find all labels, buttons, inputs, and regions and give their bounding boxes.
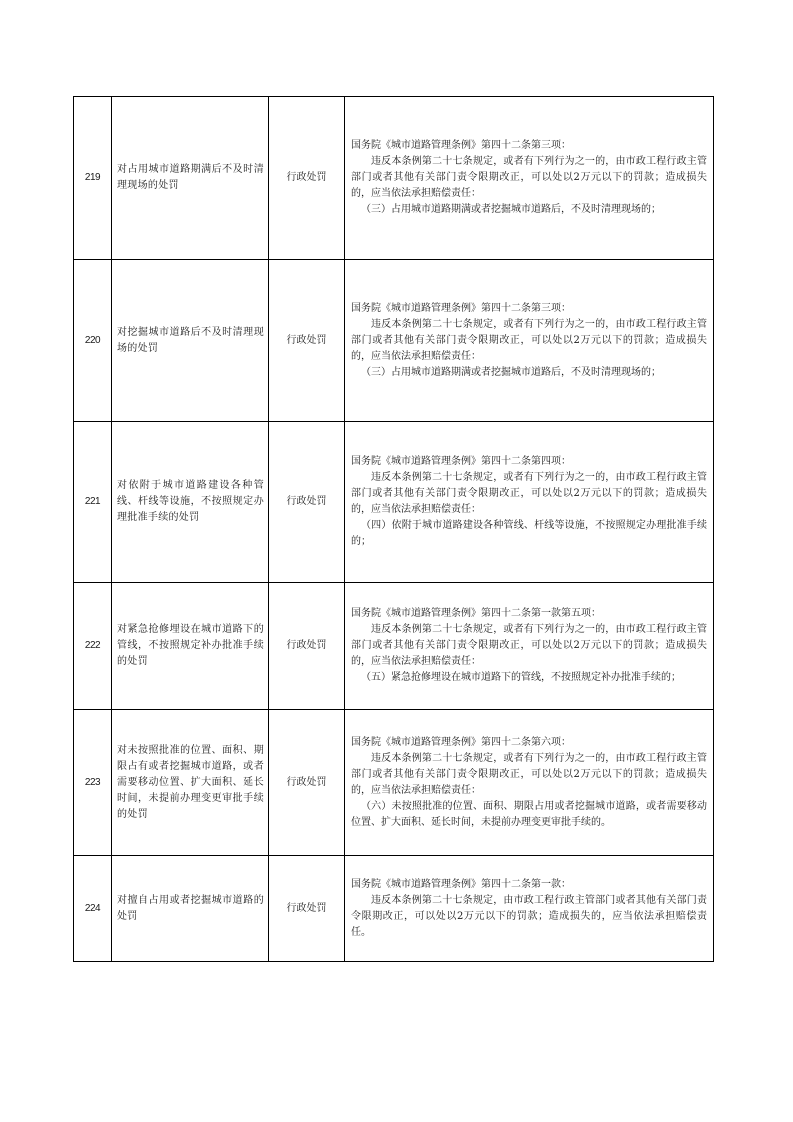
basis-main: 违反本条例第二十七条规定，或者有下列行为之一的，由市政工程行政主管部门或者其他有关部门责令限期改正，可以处以2万元以下的罚款；造成损失的，应当依法承担赔偿责任： (351, 624, 707, 667)
legal-basis (345, 422, 714, 583)
basis-title: 国务院《城市道路管理条例》第四十二条第一款第五项： (351, 608, 601, 619)
penalty-type: 行政处罚 (269, 856, 345, 962)
table-row (74, 422, 714, 583)
legal-basis (345, 97, 714, 260)
row-number: 220 (74, 260, 112, 422)
row-number: 222 (74, 583, 112, 710)
basis-sub: （三）占用城市道路期满或者挖掘城市道路后，不及时清理现场的； (361, 204, 661, 215)
basis-title: 国务院《城市道路管理条例》第四十二条第三项： (351, 140, 571, 151)
basis-main: 违反本条例第二十七条规定，或者有下列行为之一的，由市政工程行政主管部门或者其他有关部门责令限期改正，可以处以2万元以下的罚款；造成损失的，应当依法承担赔偿责任： (351, 472, 707, 515)
table-row (74, 260, 714, 422)
basis-title: 国务院《城市道路管理条例》第四十二条第三项： (351, 302, 571, 314)
legal-basis (345, 583, 714, 710)
legal-basis (345, 856, 714, 962)
row-number: 219 (74, 97, 112, 260)
table-row (74, 856, 714, 962)
penalty-type: 行政处罚 (269, 97, 345, 260)
basis-sub: （五）紧急抢修埋设在城市道路下的管线，不按照规定补办批准手续的； (361, 672, 681, 683)
basis-sub: （四）依附于城市道路建设各种管线、杆线等设施，不按照规定办理批准手续的； (351, 520, 707, 547)
basis-main: 违反本条例第二十七条规定，或者有下列行为之一的，由市政工程行政主管部门或者其他有关部门责令限期改正，可以处以2万元以下的罚款；造成损失的，应当依法承担赔偿责任： (351, 156, 707, 199)
row-number: 221 (74, 422, 112, 583)
item-name: 对依附于城市道路建设各种管线、杆线等设施，不按照规定办理批准手续的处罚 (112, 422, 269, 583)
penalty-type: 行政处罚 (269, 422, 345, 583)
row-number: 223 (74, 710, 112, 856)
legal-basis (345, 710, 714, 856)
basis-title: 国务院《城市道路管理条例》第四十二条第六项： (351, 736, 571, 748)
item-name: 对紧急抢修埋设在城市道路下的管线，不按照规定补办批准手续的处罚 (112, 583, 269, 710)
item-name: 对擅自占用或者挖掘城市道路的处罚 (112, 856, 269, 962)
legal-basis (345, 260, 714, 422)
penalty-table (73, 96, 714, 962)
table-row (74, 710, 714, 856)
item-name: 对挖掘城市道路后不及时清理现场的处罚 (112, 260, 269, 422)
basis-main: 违反本条例第二十七条规定，由市政工程行政主管部门或者其他有关部门责令限期改正，可以处以2万元以下的罚款；造成损失的，应当依法承担赔偿责任。 (351, 894, 707, 938)
table-row (74, 583, 714, 710)
penalty-type: 行政处罚 (269, 260, 345, 422)
basis-title: 国务院《城市道路管理条例》第四十二条第四项： (351, 456, 571, 467)
table-row (74, 97, 714, 260)
basis-main: 违反本条例第二十七条规定，或者有下列行为之一的，由市政工程行政主管部门或者其他有关部门责令限期改正，可以处以2万元以下的罚款；造成损失的，应当依法承担赔偿责任： (351, 318, 707, 362)
basis-sub: （六）未按照批准的位置、面积、期限占用或者挖掘城市道路，或者需要移动位置、扩大面积、延长时间，未提前办理变更审批手续的。 (351, 800, 707, 828)
row-number: 224 (74, 856, 112, 962)
penalty-type: 行政处罚 (269, 583, 345, 710)
item-name: 对未按照批准的位置、面积、期限占有或者挖掘城市道路，或者需要移动位置、扩大面积、延长时间，未提前办理变更审批手续的处罚 (112, 710, 269, 856)
basis-title: 国务院《城市道路管理条例》第四十二条第一款： (351, 878, 571, 890)
basis-main: 违反本条例第二十七条规定，或者有下列行为之一的，由市政工程行政主管部门或者其他有关部门责令限期改正，可以处以2万元以下的罚款；造成损失的，应当依法承担赔偿责任： (351, 752, 707, 796)
basis-sub: （三）占用城市道路期满或者挖掘城市道路后，不及时清理现场的； (361, 366, 661, 378)
item-name: 对占用城市道路期满后不及时清理现场的处罚 (112, 97, 269, 260)
penalty-type: 行政处罚 (269, 710, 345, 856)
